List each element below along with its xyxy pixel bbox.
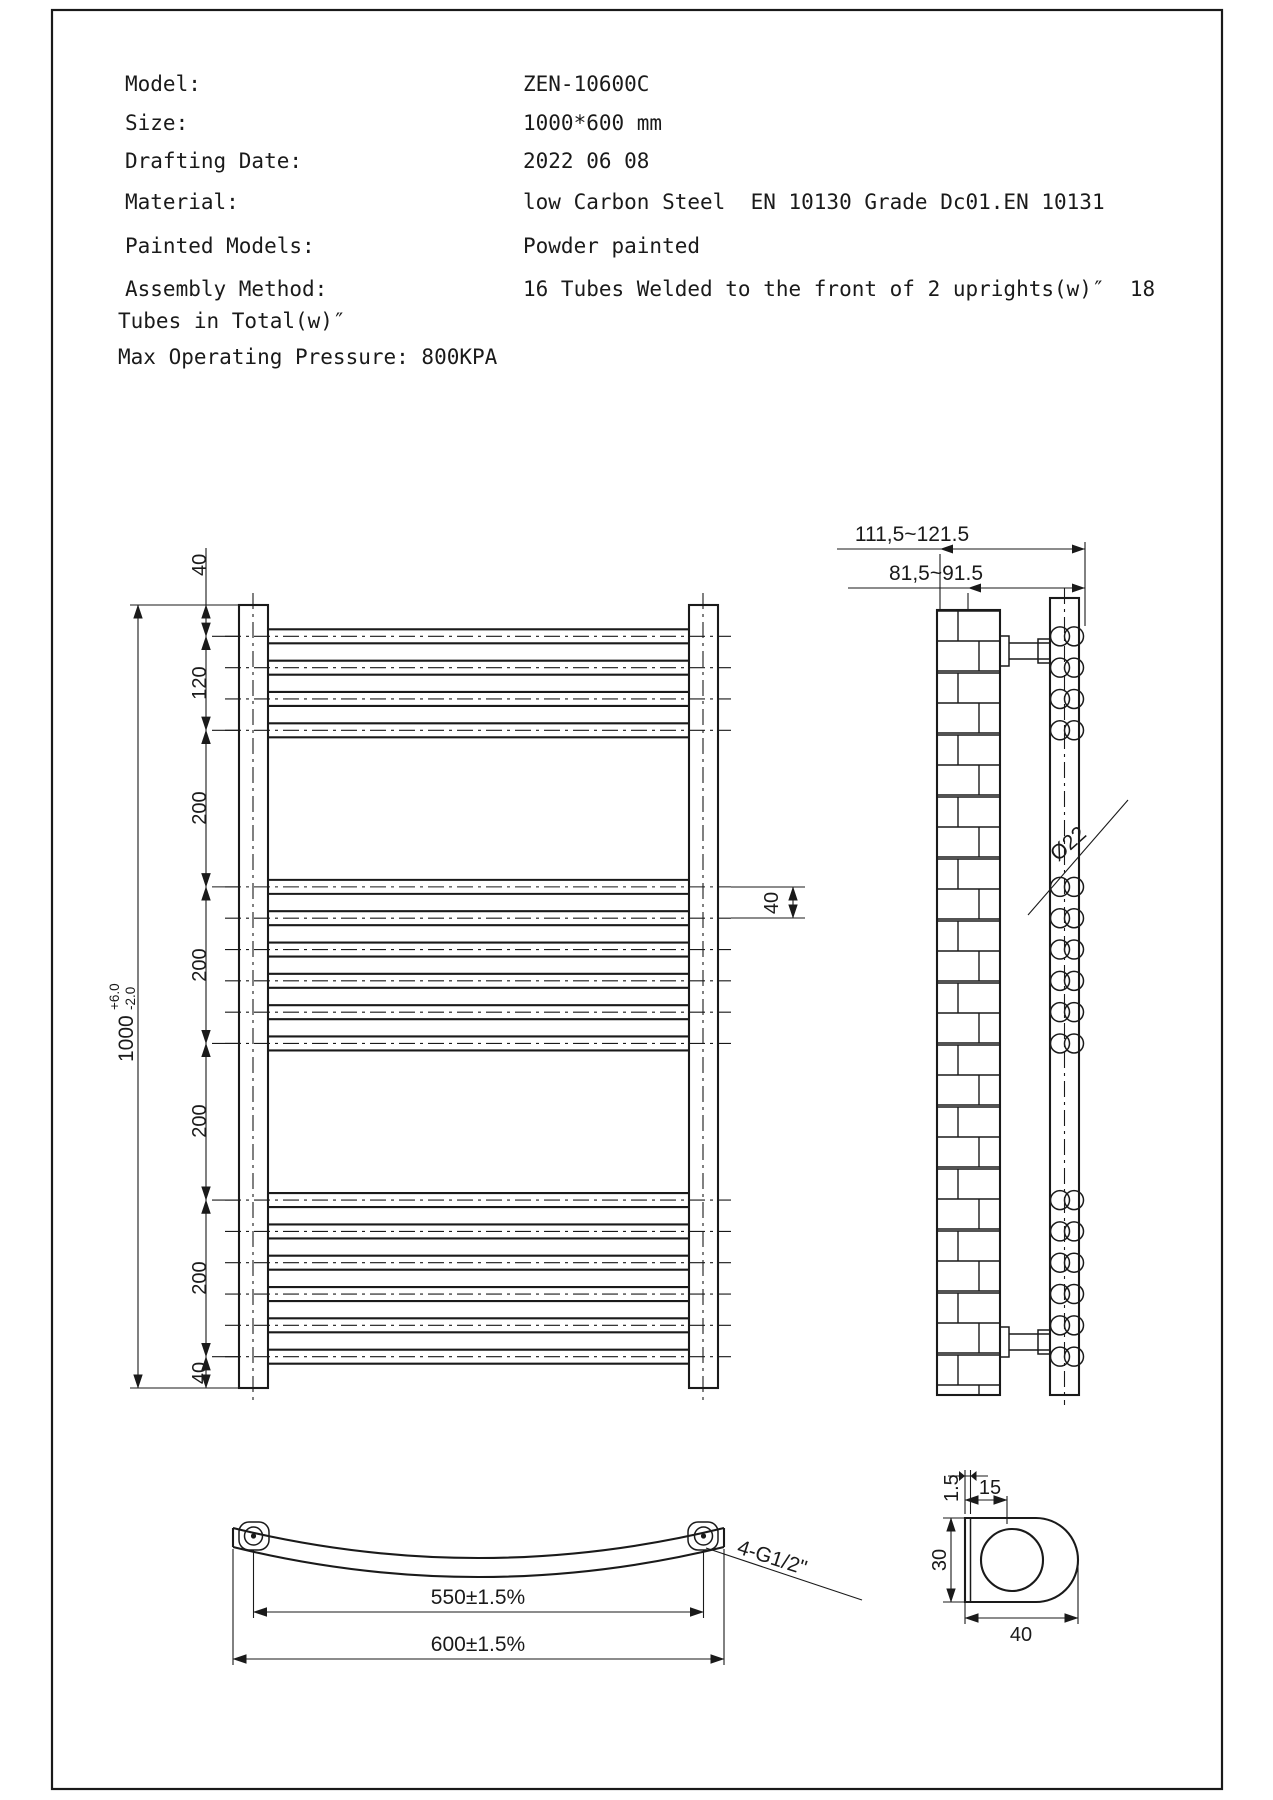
tube-arc-bottom — [233, 1547, 724, 1577]
bracket-plate — [1000, 636, 1009, 666]
row-label: Assembly Method: — [125, 277, 328, 301]
tube-gap-dim-label: 40 — [761, 891, 783, 915]
chain-dim-40-bottom: 40 — [189, 1361, 211, 1385]
tube-section-front — [1065, 877, 1084, 896]
overall-dim-label — [107, 983, 138, 1062]
tube-section-front — [1065, 1222, 1084, 1241]
height-dim-label: 30 — [929, 1548, 951, 1572]
thickness-dim-label: 1.5 — [941, 1474, 963, 1502]
row-label: Material: — [125, 190, 239, 214]
chain-dim-200-c: 200 — [189, 1104, 211, 1138]
tube-section-front — [1065, 940, 1084, 959]
row-value: ZEN-10600C — [523, 72, 650, 96]
chain-dim-120: 120 — [189, 666, 211, 700]
row-label: Drafting Date: — [125, 149, 303, 173]
row-label: Painted Models: — [125, 234, 315, 258]
tube-section-front — [1065, 1034, 1084, 1053]
tube-section-front — [1065, 658, 1084, 677]
tube-section-front — [1065, 1191, 1084, 1210]
row-value: 16 Tubes Welded to the front of 2 uprights(w)″ 18 — [523, 277, 1156, 301]
row-label: Size: — [125, 111, 189, 135]
overall-width-dim-label: 600±1.5% — [430, 1633, 526, 1656]
tube-section-front — [1065, 1003, 1084, 1022]
row-value: Powder painted — [523, 234, 701, 258]
chain-dim-200-d: 200 — [189, 1261, 211, 1295]
width-dim-label: 40 — [1009, 1624, 1033, 1646]
chain-dim-200-a: 200 — [189, 791, 211, 825]
detail-view — [929, 1470, 1078, 1646]
sheet-border — [52, 10, 1222, 1789]
plan-view — [233, 1522, 862, 1665]
bracket-plate — [1000, 1327, 1009, 1357]
tube-section-front — [1065, 627, 1084, 646]
row-label: Model: — [125, 72, 201, 96]
wall-offset-dim-label: 111,5~121.5 — [854, 523, 970, 546]
tube-arc-top — [233, 1528, 724, 1558]
tube-section-front — [1065, 1347, 1084, 1366]
hole-center — [251, 1533, 256, 1538]
front-tubes — [225, 629, 731, 1363]
title-overflow-line: Tubes in Total(w)″ — [118, 309, 346, 333]
tolerance-plus: +6.0 — [107, 983, 122, 1010]
side-view — [837, 523, 1128, 1405]
tube-section-front — [1065, 721, 1084, 740]
tube-section-front — [1065, 909, 1084, 928]
top-bracket — [1000, 636, 1050, 666]
hole-center — [701, 1533, 706, 1538]
front-view — [107, 548, 805, 1400]
arrowhead — [1072, 545, 1085, 554]
tube-section-front — [1065, 1285, 1084, 1304]
chain-dim-40-top: 40 — [189, 553, 211, 576]
tube-bore-circle — [981, 1529, 1043, 1591]
tolerance-minus: -2.0 — [123, 986, 138, 1010]
row-value: 2022 06 08 — [523, 149, 650, 173]
row-value: low Carbon Steel EN 10130 Grade Dc01.EN 10131 — [523, 190, 1105, 214]
chain-dim-200-b: 200 — [189, 948, 211, 982]
upright-offset-dim-label: 81,5~91.5 — [888, 562, 984, 585]
tube-diameter-label: Ø22 — [1045, 822, 1091, 866]
tube-section-front — [1065, 971, 1084, 990]
connection-label: 4-G1/2" — [734, 1535, 810, 1580]
tube-section-front — [1065, 1316, 1084, 1335]
pressure-line: Max Operating Pressure: 800KPA — [118, 345, 498, 369]
tube-section-front — [1065, 1253, 1084, 1272]
row-value: 1000*600 mm — [523, 111, 663, 135]
offset-dim-label: 15 — [978, 1477, 1002, 1499]
arrowhead — [1072, 584, 1085, 593]
arrowhead — [971, 1471, 977, 1481]
bottom-bracket — [1000, 1327, 1050, 1357]
hole-centres-dim-label: 550±1.5% — [430, 1586, 526, 1609]
tube-section-front — [1065, 689, 1084, 708]
dim-text-1000: 1000 — [115, 1015, 138, 1062]
wall-section — [937, 610, 1000, 1395]
